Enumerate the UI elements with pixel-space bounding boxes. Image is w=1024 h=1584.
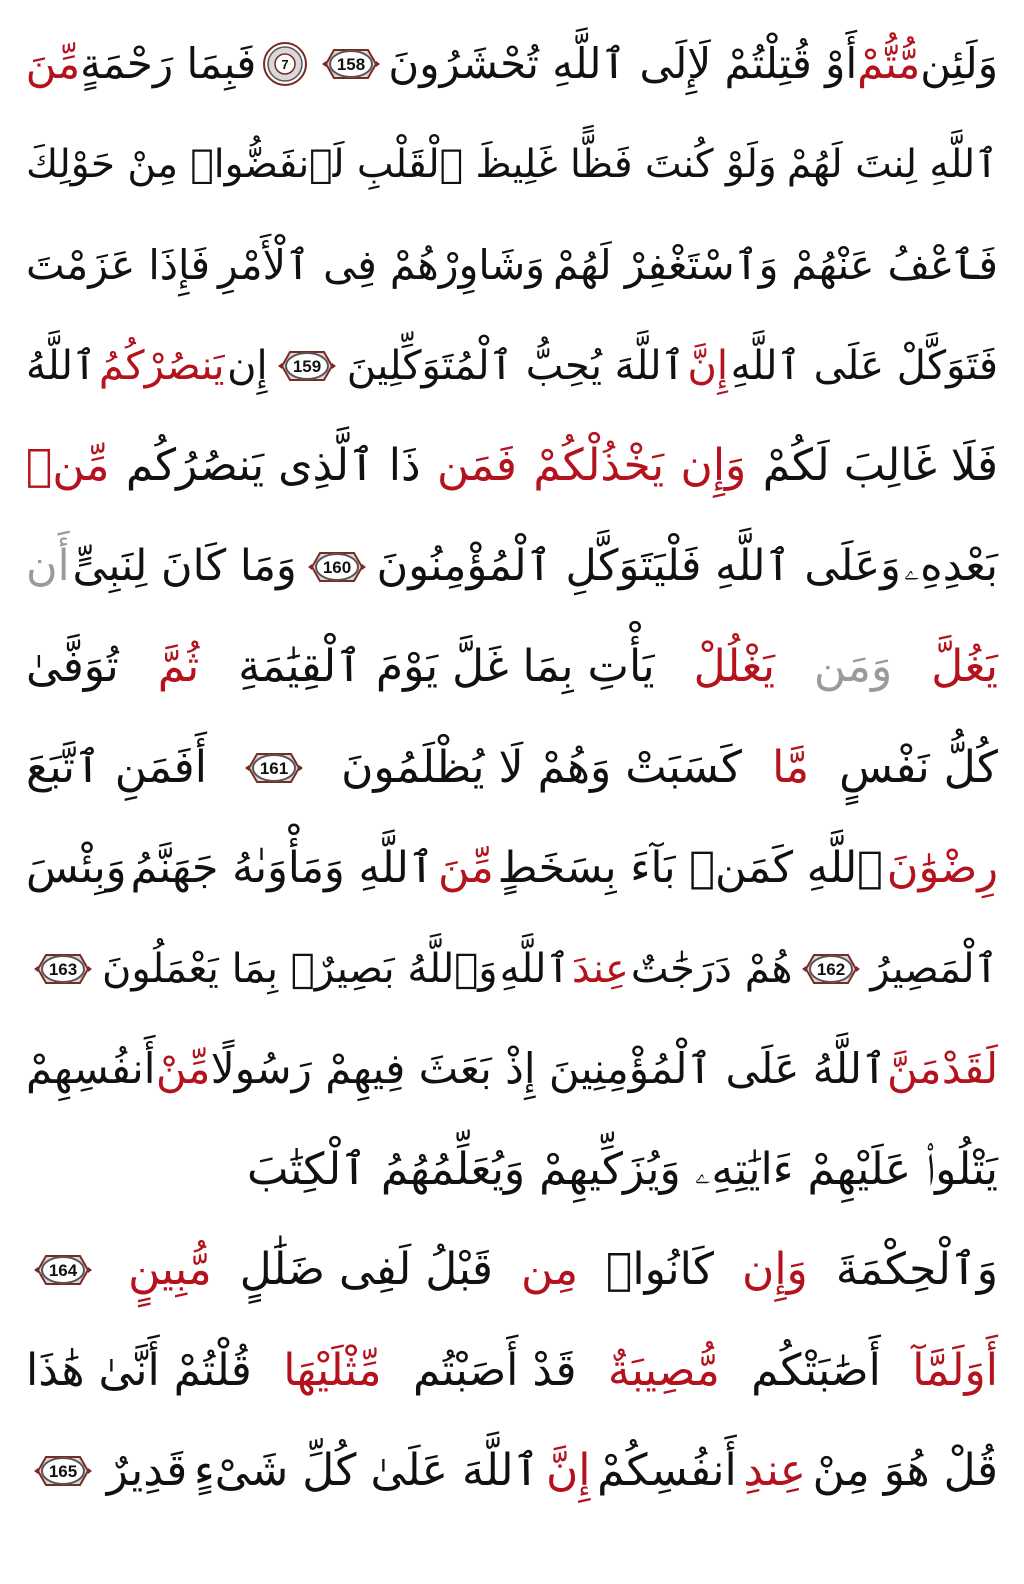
verse-text: فَلَا غَالِبَ لَكُمْ <box>762 440 998 492</box>
ayah-number: 164 <box>48 1261 78 1281</box>
ayah-end-marker-icon <box>276 346 338 386</box>
verse-line <box>26 119 998 220</box>
verse-text: أَفَمَنِ ٱتَّبَعَ <box>26 741 207 793</box>
verse-text: ٱللَّهِ كَمَنۢ بَآءَ بِسَخَطٍ <box>497 842 883 893</box>
tajweed-highlighted-text: مِّنۢ <box>26 440 110 492</box>
tajweed-highlighted-text: يَغْلُلْ <box>693 641 775 693</box>
verse-line <box>26 219 998 320</box>
verse-text: ٱللَّهَ يُحِبُّ ٱلْمُتَوَكِّلِينَ <box>346 342 685 389</box>
verse-line <box>26 621 998 722</box>
verse-text: ٱلْمَصِيرُ <box>870 945 998 992</box>
verse-text: وَلَئِن <box>920 39 998 89</box>
ayah-end-marker-icon <box>800 949 862 989</box>
tajweed-highlighted-text: مُّتُّمْ <box>857 39 921 89</box>
ayah-end-marker-icon <box>32 1250 94 1290</box>
verse-line <box>26 420 998 521</box>
ayah-end-marker-icon <box>243 748 305 788</box>
tajweed-highlighted-text: يَخْذُلْكُمْ <box>533 440 665 492</box>
tajweed-highlighted-text: إِنَّ <box>687 342 729 389</box>
ayah-end-marker-icon <box>32 949 94 989</box>
tajweed-highlighted-text: يَغُلَّ <box>931 641 998 693</box>
verse-text: كُلُّ نَفْسٍ <box>839 741 998 793</box>
tajweed-highlighted-text: مِّنَ <box>25 39 81 89</box>
ayah-end-marker-icon <box>320 44 382 84</box>
tajweed-highlighted-text: وَإِن <box>742 1244 808 1296</box>
verse-text: ٱللَّهُ <box>26 342 97 389</box>
verse-text: كَسَبَتْ وَهُمْ لَا يُظْلَمُونَ <box>341 741 742 793</box>
tajweed-highlighted-text: أَن <box>26 541 70 592</box>
verse-text: أَصَٰبَتْكُم <box>751 1344 881 1396</box>
verse-text: وَشَاوِرْهُمْ فِى ٱلْأَمْرِ <box>218 240 546 289</box>
verse-line <box>26 521 998 622</box>
verse-text: ٱللَّهَ عَلَىٰ كُلِّ شَىْءٍ <box>194 1445 540 1497</box>
tajweed-highlighted-text: مَّا <box>772 741 810 793</box>
ayah-number: 162 <box>817 959 846 979</box>
tajweed-highlighted-text: لَقَدْ <box>941 1044 998 1094</box>
ayah-number: 165 <box>48 1462 78 1482</box>
tajweed-highlighted-text: مِّثْلَيْهَا <box>283 1344 382 1396</box>
tajweed-highlighted-text: عِندَ <box>571 945 629 992</box>
verse-text: وَلَوْ كُنتَ فَظًّا غَلِيظَ ٱلْقَلْبِ لَٱنفَضُّوا۟ مِنْ حَوْلِكَ <box>26 142 777 188</box>
verse-text: تُوَفَّىٰ <box>26 641 119 693</box>
verse-text: فَٱعْفُ عَنْهُمْ وَٱسْتَغْفِرْ لَهُمْ <box>552 240 998 289</box>
tajweed-highlighted-text: مِّنَ <box>438 842 494 893</box>
verse-text: يَتْلُوا۟ عَلَيْهِمْ ءَايَٰتِهِۦ وَيُزَكِّيهِمْ وَيُعَلِّمُهُمُ ٱلْكِتَٰبَ <box>246 1143 998 1195</box>
verse-text: قُلْتُمْ أَنَّىٰ هَٰذَا <box>26 1344 252 1396</box>
verse-text: يَأْتِ بِمَا غَلَّ يَوْمَ ٱلْقِيَٰمَةِ <box>238 641 655 693</box>
verse-text: قَدْ أَصَبْتُم <box>412 1344 577 1396</box>
tajweed-highlighted-text: مُّبِينٍ <box>128 1244 212 1296</box>
verse-text: أَنفُسِكُمْ <box>597 1445 737 1497</box>
verse-text: فَبِمَا رَحْمَةٍ <box>80 39 257 89</box>
tajweed-highlighted-text: فَمَن <box>437 440 517 492</box>
verse-text: وَبِئْسَ <box>26 842 127 893</box>
verse-text: ٱللَّهِ وَمَأْوَىٰهُ جَهَنَّمُ <box>130 842 435 893</box>
tajweed-highlighted-text: مُّصِيبَةٌ <box>607 1344 720 1396</box>
verse-text: قَدِيرٌ <box>106 1445 188 1497</box>
tajweed-highlighted-text: مِّنْ <box>155 1044 211 1094</box>
ayah-number: 163 <box>48 959 78 979</box>
verse-text: فَتَوَكَّلْ عَلَى ٱللَّهِ <box>730 342 998 389</box>
verse-line <box>26 1425 998 1526</box>
verse-text: ذَا ٱلَّذِى يَنصُرُكُم <box>125 440 421 492</box>
verse-text: وَعَلَى ٱللَّهِ فَلْيَتَوَكَّلِ ٱلْمُؤْمِنُونَ <box>376 541 901 592</box>
verse-text: بَعْدِهِۦ <box>903 541 998 592</box>
tajweed-highlighted-text: رِضْوَٰنَ <box>886 842 998 893</box>
verse-text: ٱللَّهِ لِنتَ لَهُمْ <box>786 142 998 188</box>
tajweed-highlighted-text: مِن <box>520 1244 579 1296</box>
ayah-number: 160 <box>322 557 351 577</box>
verse-text: أَوْ قُتِلْتُمْ لَإِلَى ٱللَّهِ تُحْشَرُونَ <box>388 39 858 89</box>
tajweed-highlighted-text: عِندِ <box>743 1445 807 1497</box>
tajweed-highlighted-text: وَإِن <box>680 440 747 492</box>
verse-line <box>26 1325 998 1426</box>
hizb-number: 7 <box>281 57 289 73</box>
tajweed-highlighted-text: وَمَن <box>813 641 893 693</box>
verse-text: كَانُوا۟ <box>606 1244 714 1296</box>
tajweed-highlighted-text: إِنَّ <box>545 1445 591 1497</box>
tajweed-highlighted-text: ثُمَّ <box>157 641 200 693</box>
verse-line <box>26 722 998 823</box>
verse-text: أَنفُسِهِمْ <box>26 1044 156 1094</box>
ayah-number: 158 <box>337 55 366 75</box>
verse-text: هُمْ دَرَجَٰتٌ <box>630 945 793 992</box>
verse-line <box>26 18 998 119</box>
ayah-number: 161 <box>259 758 289 778</box>
hizb-rosette-icon <box>262 41 308 87</box>
verse-line <box>26 1124 998 1225</box>
verse-text: وَمَا كَانَ لِنَبِىٍّ <box>72 541 297 592</box>
verse-text: إِن <box>227 342 268 389</box>
verse-line <box>26 1224 998 1325</box>
verse-line <box>26 923 998 1024</box>
verse-text: وَٱللَّهُ بَصِيرٌۢ بِمَا يَعْمَلُونَ <box>102 945 498 992</box>
verse-text: وَٱلْحِكْمَةَ <box>835 1244 998 1296</box>
ayah-end-marker-icon <box>32 1451 94 1491</box>
ayah-number: 159 <box>292 356 322 376</box>
verse-line <box>26 320 998 421</box>
tajweed-highlighted-text: يَنصُرْكُمُ <box>98 342 225 389</box>
ayah-end-marker-icon <box>306 547 368 587</box>
verse-text: قُلْ هُوَ مِنْ <box>812 1445 998 1497</box>
tajweed-highlighted-text: أَوَلَمَّآ <box>912 1344 998 1396</box>
verse-text: قَبْلُ لَفِى ضَلَٰلٍ <box>239 1244 493 1296</box>
tajweed-highlighted-text: مَنَّ <box>887 1044 942 1094</box>
verse-text: ٱللَّهِ <box>499 945 570 992</box>
verse-text: فَإِذَا عَزَمْتَ <box>26 240 211 289</box>
verse-line <box>26 822 998 923</box>
verse-text: ٱللَّهُ عَلَى ٱلْمُؤْمِنِينَ إِذْ بَعَثَ فِيهِمْ رَسُولًا <box>210 1044 887 1094</box>
verse-line <box>26 1023 998 1124</box>
